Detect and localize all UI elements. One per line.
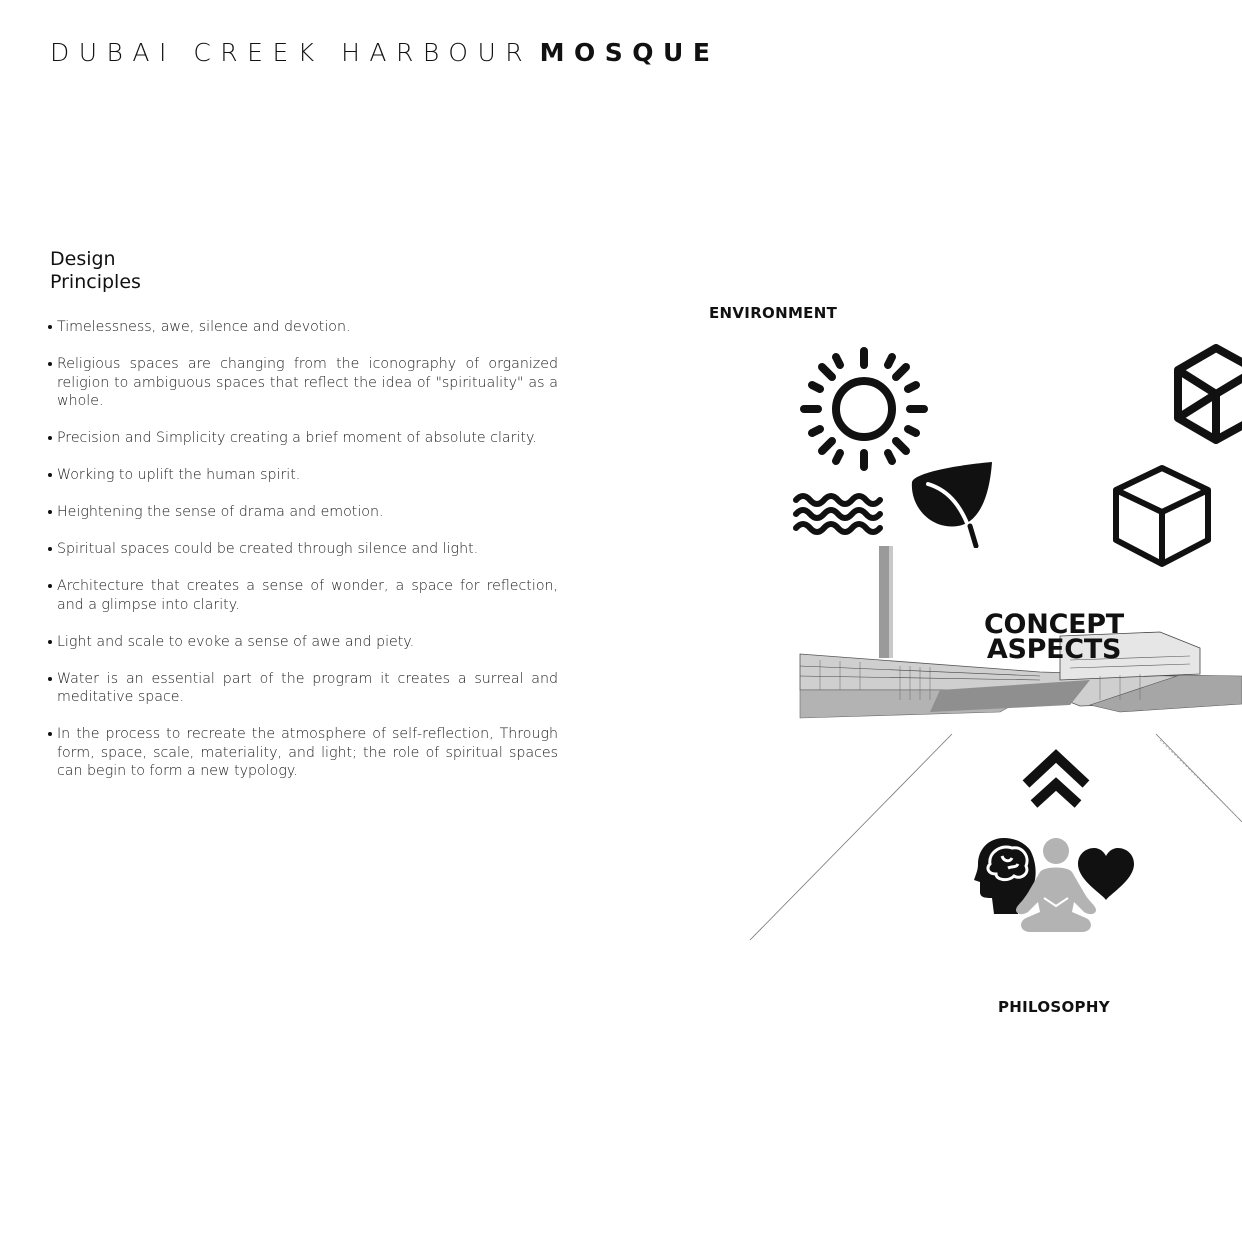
concept-line-1: CONCEPT bbox=[984, 609, 1124, 640]
wireframe-cube-icon bbox=[1172, 344, 1242, 444]
sun-icon bbox=[800, 345, 930, 473]
principle-text: Precision and Simplicity creating a brief moment of absolute clarity. bbox=[57, 430, 537, 446]
box-icon bbox=[1110, 464, 1214, 568]
page-title-light: DUBAI CREEK HARBOUR bbox=[50, 38, 533, 67]
heart-icon bbox=[1076, 848, 1136, 902]
heading-line-1: Design bbox=[50, 248, 116, 270]
principle-text: In the process to recreate the atmosphere of self-reflection, Through form, space, scale, materiality, and light; the role of spiritual spaces can begin to form a new typology. bbox=[57, 726, 558, 779]
page-title-bold: MOSQUE bbox=[539, 38, 720, 67]
environment-label: ENVIRONMENT bbox=[709, 304, 838, 322]
leaf-icon bbox=[908, 460, 996, 548]
principle-text: Water is an essential part of the program it creates a surreal and meditative space. bbox=[57, 670, 558, 705]
water-waves-icon bbox=[792, 490, 886, 540]
principle-text: Religious spaces are changing from the iconography of organized religion to ambiguous spaces that reflect the idea of "spirituality" as a whole. bbox=[57, 356, 558, 409]
heading-line-2: Principles bbox=[50, 271, 141, 293]
principle-text: Heightening the sense of drama and emotion. bbox=[57, 504, 384, 520]
double-chevron-up-icon bbox=[1020, 748, 1092, 808]
principle-text: Architecture that creates a sense of wonder, a space for reflection, and a glimpse into clarity. bbox=[57, 578, 558, 613]
philosophy-label: PHILOSOPHY bbox=[998, 998, 1110, 1016]
principle-text: Light and scale to evoke a sense of awe and piety. bbox=[57, 633, 415, 650]
principle-text: Timelessness, awe, silence and devotion. bbox=[57, 319, 351, 335]
principle-text: Spiritual spaces could be created through silence and light. bbox=[57, 541, 479, 557]
concept-aspects-title bbox=[970, 609, 1138, 665]
concept-line-2: ASPECTS bbox=[986, 634, 1122, 665]
principle-text: Working to uplift the human spirit. bbox=[57, 467, 301, 483]
